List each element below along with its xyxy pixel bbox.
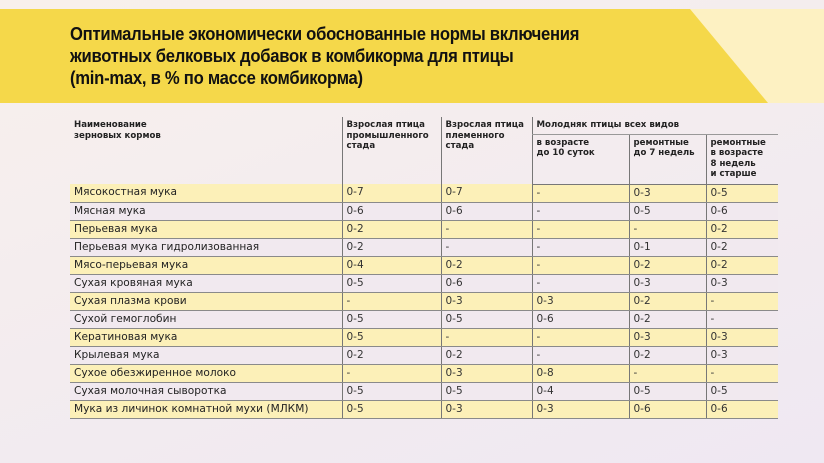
- cell-adult-industrial: 0-5: [342, 382, 441, 400]
- cell-young-10days: 0-8: [532, 364, 629, 382]
- cell-adult-industrial: 0-5: [342, 328, 441, 346]
- cell-repair-8weeks: 0-5: [706, 184, 778, 202]
- title-line-1: Оптимальные экономически обоснованные нормы включения: [70, 23, 580, 44]
- cell-repair-7weeks: 0-2: [629, 256, 706, 274]
- table-row: [70, 382, 778, 400]
- cell-feed-name: Сухая молочная сыворотка: [70, 382, 342, 400]
- cell-young-10days: -: [532, 202, 629, 220]
- cell-young-10days: -: [532, 346, 629, 364]
- cell-repair-7weeks: 0-2: [629, 346, 706, 364]
- cell-adult-industrial: 0-2: [342, 346, 441, 364]
- header-repair-8weeks: [706, 134, 778, 184]
- cell-adult-industrial: 0-5: [342, 310, 441, 328]
- table-row: [70, 310, 778, 328]
- header-repair-8weeks-line-3: 8 недель: [710, 158, 756, 169]
- cell-repair-7weeks: 0-2: [629, 310, 706, 328]
- cell-repair-7weeks: 0-2: [629, 292, 706, 310]
- cell-young-10days: 0-3: [532, 400, 629, 418]
- cell-repair-7weeks: 0-3: [629, 328, 706, 346]
- cell-repair-7weeks: 0-5: [629, 382, 706, 400]
- cell-adult-industrial: 0-7: [342, 184, 441, 202]
- cell-feed-name: Сухая кровяная мука: [70, 274, 342, 292]
- table-row: [70, 292, 778, 310]
- header-adult-breeding-line-3: стада: [445, 141, 475, 151]
- table-row: [70, 238, 778, 256]
- cell-adult-breeding: 0-2: [441, 346, 532, 364]
- cell-adult-industrial: 0-6: [342, 202, 441, 220]
- header-adult-breeding: [441, 117, 532, 184]
- cell-adult-industrial: -: [342, 292, 441, 310]
- header-adult-breeding-line-2: племенного: [445, 130, 505, 141]
- cell-adult-breeding: 0-6: [441, 202, 532, 220]
- cell-adult-breeding: -: [441, 220, 532, 238]
- cell-young-10days: 0-4: [532, 382, 629, 400]
- cell-repair-8weeks: -: [706, 364, 778, 382]
- title-banner: [0, 9, 824, 103]
- cell-feed-name: Перьевая мука гидролизованная: [70, 238, 342, 256]
- cell-repair-8weeks: 0-2: [706, 238, 778, 256]
- header-name-line-2: зерновых кормов: [74, 130, 161, 141]
- cell-repair-8weeks: 0-3: [706, 274, 778, 292]
- table-row: [70, 256, 778, 274]
- header-repair-7weeks-line-1: ремонтные: [633, 137, 689, 148]
- cell-adult-industrial: 0-5: [342, 274, 441, 292]
- cell-repair-7weeks: 0-6: [629, 400, 706, 418]
- cell-repair-7weeks: -: [629, 220, 706, 238]
- header-repair-7weeks-line-2: до 7 недель: [633, 148, 695, 158]
- cell-adult-breeding: 0-2: [441, 256, 532, 274]
- cell-young-10days: -: [532, 256, 629, 274]
- cell-adult-breeding: 0-3: [441, 364, 532, 382]
- cell-feed-name: Мясо-перьевая мука: [70, 256, 342, 274]
- cell-adult-industrial: 0-2: [342, 220, 441, 238]
- cell-repair-7weeks: -: [629, 364, 706, 382]
- cell-adult-industrial: 0-4: [342, 256, 441, 274]
- cell-repair-8weeks: 0-3: [706, 328, 778, 346]
- cell-feed-name: Сухой гемоглобин: [70, 310, 342, 328]
- table-row: [70, 220, 778, 238]
- header-repair-8weeks-line-1: ремонтные: [710, 137, 766, 148]
- header-adult-industrial-line-1: Взрослая птица: [346, 120, 425, 130]
- header-repair-8weeks-line-4: и старше: [710, 169, 757, 179]
- cell-adult-industrial: 0-5: [342, 400, 441, 418]
- table-row: [70, 274, 778, 292]
- header-adult-industrial-line-2: промышленного: [346, 130, 429, 141]
- cell-adult-breeding: 0-3: [441, 400, 532, 418]
- cell-young-10days: -: [532, 238, 629, 256]
- cell-adult-industrial: 0-2: [342, 238, 441, 256]
- cell-young-10days: -: [532, 274, 629, 292]
- cell-feed-name: Перьевая мука: [70, 220, 342, 238]
- cell-repair-8weeks: 0-5: [706, 382, 778, 400]
- cell-repair-8weeks: 0-2: [706, 220, 778, 238]
- cell-young-10days: -: [532, 220, 629, 238]
- table-row: [70, 364, 778, 382]
- table-row: [70, 202, 778, 220]
- table-row: [70, 400, 778, 418]
- table-row: [70, 346, 778, 364]
- header-adult-breeding-line-1: Взрослая птица: [445, 120, 524, 130]
- cell-adult-breeding: 0-5: [441, 382, 532, 400]
- header-repair-8weeks-line-2: в возрасте: [710, 148, 764, 158]
- cell-feed-name: Мука из личинок комнатной мухи (МЛКМ): [70, 400, 342, 418]
- header-repair-7weeks: [629, 134, 706, 184]
- norms-table: [70, 117, 778, 419]
- cell-young-10days: 0-6: [532, 310, 629, 328]
- cell-young-10days: -: [532, 328, 629, 346]
- cell-repair-7weeks: 0-5: [629, 202, 706, 220]
- cell-repair-8weeks: -: [706, 310, 778, 328]
- cell-feed-name: Кератиновая мука: [70, 328, 342, 346]
- cell-repair-8weeks: 0-2: [706, 256, 778, 274]
- cell-adult-breeding: 0-3: [441, 292, 532, 310]
- header-adult-industrial-line-3: стада: [346, 141, 376, 151]
- cell-repair-7weeks: 0-1: [629, 238, 706, 256]
- page-title: [70, 23, 646, 89]
- cell-repair-8weeks: 0-6: [706, 202, 778, 220]
- cell-feed-name: Крылевая мука: [70, 346, 342, 364]
- cell-adult-breeding: -: [441, 328, 532, 346]
- header-adult-industrial: [342, 117, 441, 184]
- cell-adult-breeding: 0-6: [441, 274, 532, 292]
- title-line-2: животных белковых добавок в комбикорма для птицы: [70, 45, 514, 66]
- cell-repair-8weeks: 0-3: [706, 346, 778, 364]
- header-young-10days-line-1: в возрасте: [536, 137, 590, 148]
- header-young-10days: [532, 134, 629, 184]
- title-line-3: (min-max, в % по массе комбикорма): [70, 67, 363, 88]
- header-young-10days-line-2: до 10 суток: [536, 148, 595, 158]
- cell-feed-name: Сухое обезжиренное молоко: [70, 364, 342, 382]
- cell-repair-7weeks: 0-3: [629, 184, 706, 202]
- cell-young-10days: -: [532, 184, 629, 202]
- cell-repair-7weeks: 0-3: [629, 274, 706, 292]
- cell-repair-8weeks: 0-6: [706, 400, 778, 418]
- table-body: [70, 184, 778, 418]
- cell-adult-breeding: 0-7: [441, 184, 532, 202]
- table-row: [70, 184, 778, 202]
- header-name: [70, 117, 342, 184]
- cell-feed-name: Мясокостная мука: [70, 184, 342, 202]
- cell-feed-name: Сухая плазма крови: [70, 292, 342, 310]
- cell-feed-name: Мясная мука: [70, 202, 342, 220]
- cell-repair-8weeks: -: [706, 292, 778, 310]
- cell-adult-industrial: -: [342, 364, 441, 382]
- cell-adult-breeding: 0-5: [441, 310, 532, 328]
- header-young-group: Молодняк птицы всех видов: [532, 117, 778, 134]
- cell-adult-breeding: -: [441, 238, 532, 256]
- cell-young-10days: 0-3: [532, 292, 629, 310]
- header-name-line-1: Наименование: [74, 120, 147, 130]
- table-row: [70, 328, 778, 346]
